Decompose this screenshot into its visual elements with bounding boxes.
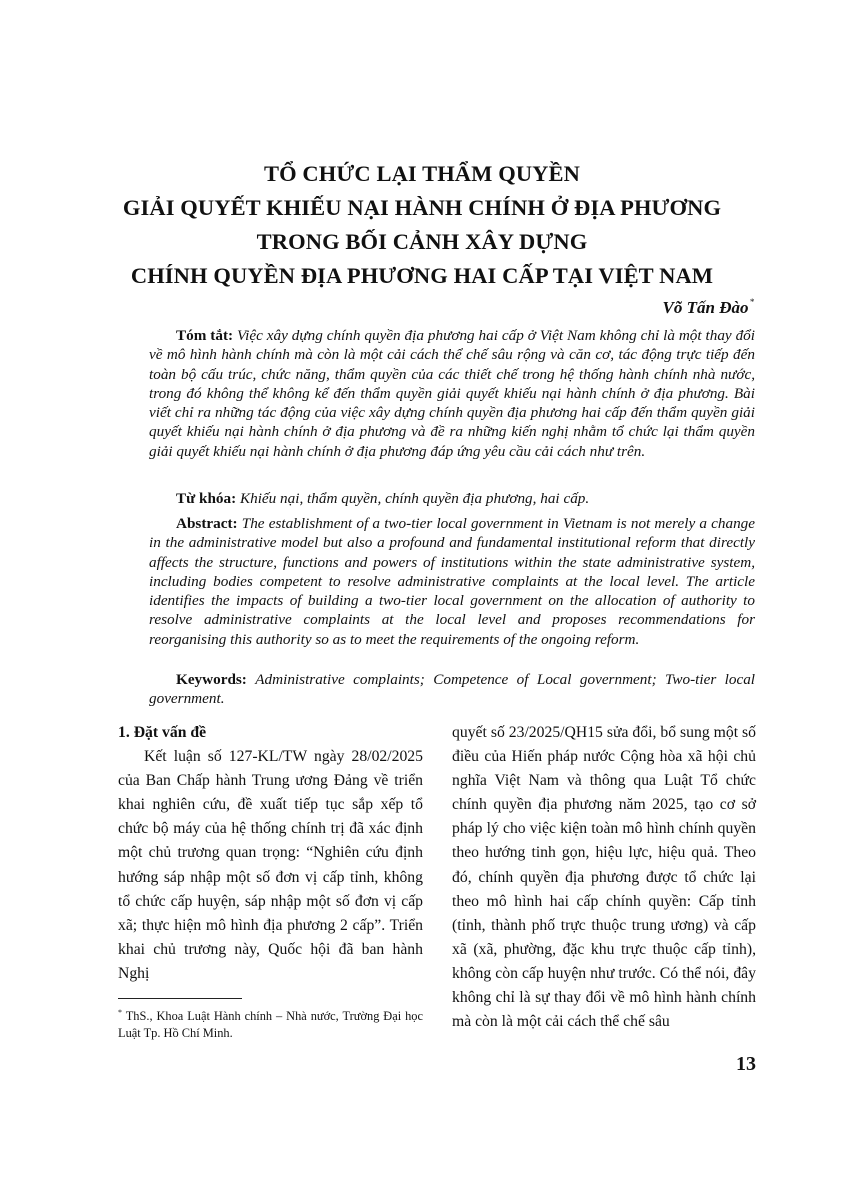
keywords-vi <box>149 489 755 508</box>
article-title <box>100 157 744 293</box>
title-line: CHÍNH QUYỀN ĐỊA PHƯƠNG HAI CẤP TẠI VIỆT NAM <box>130 263 714 288</box>
summary-vi-text: Việc xây dựng chính quyền địa phương hai cấp ở Việt Nam không chỉ là một thay đổi về mô hình hành chính mà còn là một cải cách thể chế sâu rộng và căn cơ, tác động trực tiếp đến toàn bộ cấu trúc, chức năng, thẩm quyền của các thiết chế trong hệ thống hành chính nhà nước, trong đó không thể không kể đến thẩm quyền giải quyết khiếu nại hành chính ở địa phương. Bài viết chỉ ra những tác động của việc xây dựng chính quyền địa phương hai cấp đến thẩm quyền giải quyết khiếu nại hành chính ở địa phương và đề ra những kiến nghị nhằm tổ chức lại thẩm quyền giải quyết khiếu nại hành chính ở địa phương đáp ứng yêu cầu cải cách như trên. <box>149 327 755 460</box>
author-name: Võ Tấn Đào <box>662 298 749 317</box>
keywords-en <box>149 670 755 709</box>
keywords-en-text: Administrative complaints; Competence of Local government; Two-tier local government. <box>149 671 756 708</box>
body-paragraph: Kết luận số 127-KL/TW ngày 28/02/2025 của Ban Chấp hành Trung ương Đảng về triển khai nghiên cứu, đề xuất tiếp tục sắp xếp tổ chức bộ máy của hệ thống chính trị đã xác định một chủ trương quan trọng: “Nghiên cứu định hướng sáp nhập một số đơn vị cấp tỉnh, không tổ chức cấp huyện, sáp nhập một số đơn vị cấp xã; thực hiện mô hình địa phương 2 cấp”. Triển khai chủ trương này, Quốc hội đã ban hành Nghị <box>118 748 423 982</box>
footnote-text: ThS., Khoa Luật Hành chính – Nhà nước, Trường Đại học Luật Tp. Hồ Chí Minh. <box>118 1009 423 1040</box>
keywords-en-label: Keywords: <box>176 671 247 688</box>
summary-vi-label: Tóm tắt: <box>176 327 234 344</box>
abstract-en-text: The establishment of a two-tier local government in Vietnam is not merely a change in the administrative model but also a profound and fundamental institutional reform that directly affects the structure, functions and powers of institutions within the state administrative system, including bodies competent to resolve administrative complaints at the local level. The article identifies the impacts of building a two-tier local government on the allocation of authority to resolve administrative complaints at the local level and proposes recommendations for reorganising this authority so as to meet the requirements of the ongoing reform. <box>149 515 755 648</box>
keywords-vi-text: Khiếu nại, thẩm quyền, chính quyền địa phương, hai cấp. <box>239 490 590 507</box>
summary-vi <box>149 326 755 461</box>
page-number: 13 <box>736 1053 756 1075</box>
keywords-vi-label: Từ khóa: <box>176 490 237 507</box>
author-line <box>663 297 754 318</box>
abstract-en <box>149 514 755 649</box>
body-column-left <box>118 721 423 986</box>
body-paragraph-continued: quyết số 23/2025/QH15 sửa đổi, bổ sung một số điều của Hiến pháp nước Cộng hòa xã hội chủ nghĩa Việt Nam và thông qua Luật Tổ chức chính quyền địa phương năm 2025, tạo cơ sở pháp lý cho việc kiện toàn mô hình chính quyền theo hướng tinh gọn, hiệu lực, hiệu quả. Theo đó, chính quyền địa phương được tổ chức lại theo mô hình hai cấp chính quyền: Cấp tỉnh (tỉnh, thành phố trực thuộc trung ương) và cấp xã (xã, phường, đặc khu trực thuộc cấp tỉnh), không còn cấp huyện như trước. Có thể nói, đây không chỉ là sự thay đổi về mô hình hành chính mà còn là một cải cách thể chế sâu <box>452 724 756 1031</box>
footnote <box>118 1004 423 1042</box>
title-line: GIẢI QUYẾT KHIẾU NẠI HÀNH CHÍNH Ở ĐỊA PHƯƠNG <box>122 195 722 220</box>
abstract-en-label: Abstract: <box>176 515 238 532</box>
title-line: TỔ CHỨC LẠI THẨM QUYỀN <box>264 161 580 186</box>
footnote-divider <box>118 998 242 999</box>
footnote-mark: * <box>118 1008 122 1017</box>
body-column-right <box>452 721 756 1034</box>
section-heading: 1. Đặt vấn đề <box>118 724 207 741</box>
title-line: TRONG BỐI CẢNH XÂY DỰNG <box>256 229 588 254</box>
author-footnote-mark: * <box>749 297 754 307</box>
